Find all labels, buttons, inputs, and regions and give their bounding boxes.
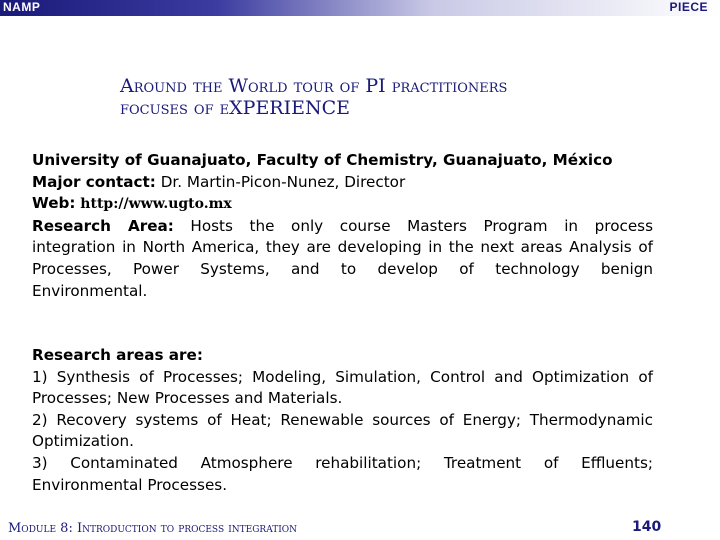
contact-label: Major contact: xyxy=(32,172,156,191)
area-line-4: Optimization. xyxy=(32,432,134,451)
research-line-3: Processes, Power Systems, and to develop of technology benign xyxy=(32,259,653,278)
slide-title-line2: focuses of eXPERIENCE xyxy=(120,97,351,119)
research-areas-heading: Research areas are: xyxy=(32,346,203,364)
web-link[interactable]: http://www.ugto.mx xyxy=(80,196,232,213)
research-line-1: Research Area: Hosts the only course Masters Program in process xyxy=(32,216,654,235)
slide-title-line1: Around the World tour of PI practitioners xyxy=(120,75,508,97)
research-line-4: Environmental. xyxy=(32,281,148,300)
header-right-label: PIECE xyxy=(669,0,708,14)
institution-name: University of Guanajuato, Faculty of Chemistry, Guanajuato, México xyxy=(32,151,613,169)
area-line-1: 1) Synthesis of Processes; Modeling, Simulation, Control and Optimization of xyxy=(32,367,653,386)
header-left-label: NAMP xyxy=(3,0,41,14)
contact-value: Dr. Martin-Picon-Nunez, Director xyxy=(155,172,406,191)
institution-block xyxy=(32,150,653,302)
research-areas-block xyxy=(32,345,653,496)
web-row xyxy=(32,193,653,216)
area-line-3: 2) Recovery systems of Heat; Renewable sources of Energy; Thermodynamic xyxy=(32,410,653,429)
area-line-6: Environmental Processes. xyxy=(32,475,228,494)
footer-module-label: Module 8: Introduction to process integration xyxy=(8,521,298,536)
top-banner xyxy=(0,0,720,16)
research-label: Research Area: xyxy=(32,216,174,235)
area-line-5: 3) Contaminated Atmosphere rehabilitation; Treatment of Effluents; xyxy=(32,453,653,472)
page-number: 140 xyxy=(632,519,662,535)
major-contact xyxy=(32,172,653,194)
research-line-2: integration in North America, they are developing in the next areas Analysis of xyxy=(32,238,653,257)
area-line-2: Processes; New Processes and Materials. xyxy=(32,389,343,408)
web-label: Web: xyxy=(32,194,76,213)
